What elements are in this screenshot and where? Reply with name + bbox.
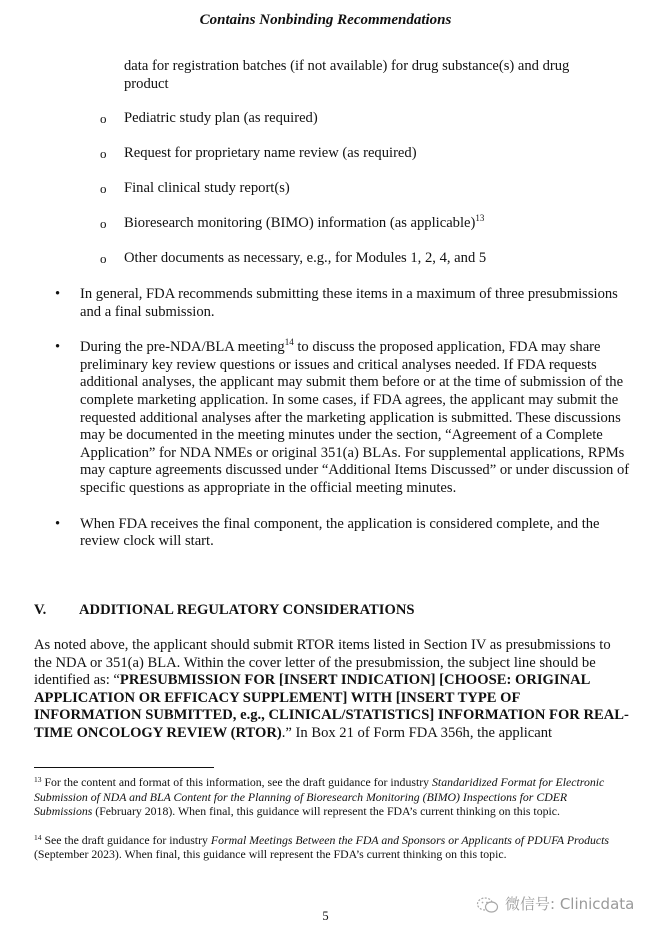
hollow-bullet-icon: o [100, 216, 107, 231]
footnote-number: 13 [34, 775, 42, 784]
hollow-bullet-icon: o [100, 251, 107, 266]
section-number: V. [34, 602, 47, 618]
bullet-item [55, 516, 630, 551]
sub-list-item [100, 110, 620, 145]
footnote-14 [34, 833, 624, 862]
page-header: Contains Nonbinding Recommendations [199, 12, 452, 28]
footnote-ref-14[interactable]: 14 [284, 337, 294, 348]
section-paragraph [34, 637, 629, 743]
hollow-bullet-icon: o [100, 181, 107, 196]
page-number: 5 [322, 909, 329, 923]
sub-list-item-text: Bioresearch monitoring (BIMO) information (as applicable) [124, 215, 476, 231]
guidance-title: Standaridized Format for Electronic Submission of NDA and BLA Content for the Planning of Bioresearch Monitoring (BIMO) Inspections for CDER Submissions [34, 775, 605, 819]
watermark [476, 896, 634, 914]
sub-list-item-text: Final clinical study report(s) [124, 180, 290, 196]
footnote-text: See the draft guidance for industry [41, 832, 211, 847]
bullet-text-continued: to discuss the proposed application, FDA may share preliminary key review questions or issues and critical analyses needed. If FDA requests additional analyses, the applicant may submit them before or at the time of submission of the complete marketing application. In some cases, if FDA agrees, the applicant may submit the requested additional analyses after the marketing application is submitted. These discussions may be documented in the meeting minutes under the section, “Agreement of a Complete Application” for NDA NMEs or original 351(a) BLAs. For supplemental applications, RPMs may capture agreements discussed under “Additional Items Discussed” or under discussion of specific questions as appropriate in the official meeting minutes. [80, 339, 630, 496]
watermark-text: 微信号: Clinicdata [505, 895, 635, 914]
bullet-icon: • [55, 339, 61, 356]
bullet-icon: • [55, 286, 61, 302]
sub-list-item [100, 180, 620, 215]
paragraph-end: .” In Box 21 of Form FDA 356h, the applicant [281, 724, 553, 741]
bullet-item [55, 339, 630, 497]
sub-list-item-text: Request for proprietary name review (as required) [124, 145, 417, 161]
bullet-list [55, 286, 630, 569]
footnote-ref-13[interactable]: 13 [475, 213, 485, 223]
bullet-text: In general, FDA recommends submitting these items in a maximum of three presubmissions and a final submission. [80, 286, 618, 320]
bullet-item [55, 286, 630, 321]
footnote-number: 14 [34, 832, 42, 842]
hollow-bullet-icon: o [100, 111, 107, 126]
footnote-13 [34, 775, 624, 819]
footnote-text: For the content and format of this information, see the draft guidance for industry [41, 775, 433, 789]
sub-list-item [100, 145, 620, 180]
section-heading [34, 602, 414, 620]
footnote-separator [34, 767, 214, 768]
bullet-icon: • [55, 515, 61, 532]
footnotes [34, 775, 624, 876]
footnote-text: (September 2023). When final, this guidance will represent the FDA’s current thinking on this topic. [34, 847, 507, 862]
subject-line-template: PRESUBMISSION FOR [INSERT INDICATION] [CHOOSE: ORIGINAL APPLICATION OR EFFICACY SUPPLEMENT] WITH [INSERT TYPE OF INFORMATION SUBMITTED, e.g., CLINICAL/STATISTICS] INFORMATION FOR REAL-TIME ONCOLOGY REVIEW (RTOR) [34, 672, 629, 741]
paragraph-intro: As noted above, the applicant should submit RTOR items listed in Section IV as presubmissions to the NDA or 351(a) BLA. Within the cover letter of the presubmission, the subject line should be identified as: “ [34, 637, 611, 689]
sub-list-item [100, 250, 620, 285]
wechat-icon [476, 896, 500, 914]
bullet-text: During the pre-NDA/BLA meeting [80, 339, 285, 356]
footnote-text: (February 2018). When final, this guidance will represent the FDA’s current thinking on this topic. [92, 804, 560, 819]
continued-list-item-text: data for registration batches (if not available) for drug substance(s) and drug product [124, 58, 570, 92]
bullet-text: When FDA receives the final component, the application is considered complete, and the review clock will start. [80, 515, 600, 550]
sub-list-item-text: Other documents as necessary, e.g., for Modules 1, 2, 4, and 5 [124, 250, 487, 266]
sub-list-item [100, 215, 620, 250]
sub-list [100, 110, 620, 285]
guidance-title: Formal Meetings Between the FDA and Sponsors or Applicants of PDUFA Products [210, 832, 609, 847]
hollow-bullet-icon: o [100, 146, 107, 161]
section-title: ADDITIONAL REGULATORY CONSIDERATIONS [79, 602, 415, 618]
sub-list-item-text: Pediatric study plan (as required) [124, 110, 318, 126]
